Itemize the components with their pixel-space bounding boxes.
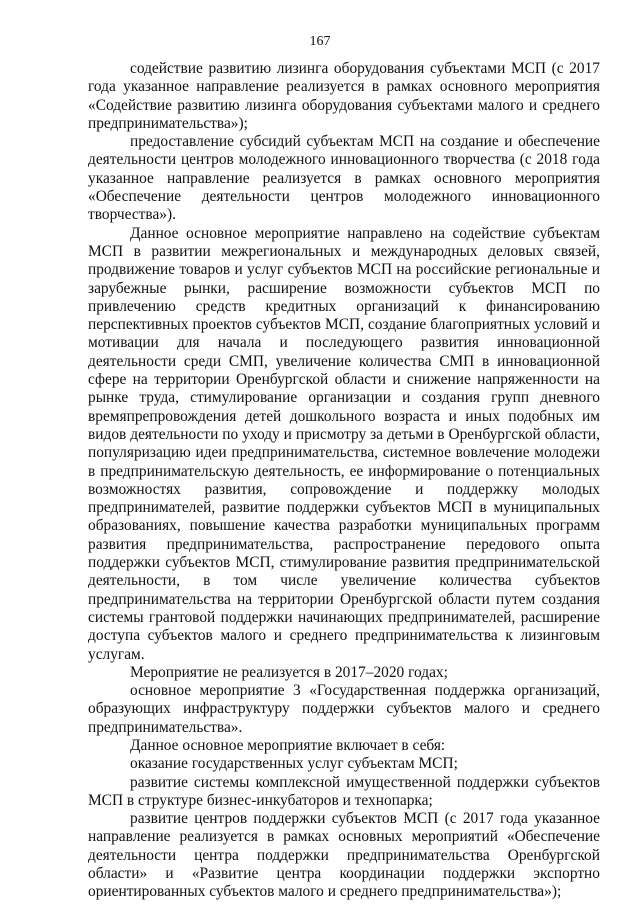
page-number: 167 [309, 34, 331, 49]
paragraph-main-description: Данное основное мероприятие направлено на содействие субъектам МСП в развитии межрегиональных и международных деловых связей, продвижение товаров и услуг субъектов МСП на российские региональные и зарубежные рынки, расширение возможности субъектов МСП по привлечению средств кредитных организаций к финансированию перспективных проектов субъектов МСП, создание благоприятных условий и мотивации для начала и последующего развития инновационной деятельности среди СМП, увеличение количества СМП в инновационной сфере на территории Оренбургской области и снижение напряженности на рынке труда, стимулирование организации и создания групп дневного времяпрепровождения детей дошкольного возраста и иных подобных им видов деятельности по уходу и присмотру за детьми в Оренбургской области, популяризацию идеи предпринимательства, системное вовлечение молодежи в предпринимательскую деятельность, ее информирование о потенциальных возможностях развития, сопровождение и поддержку молодых предпринимателей, развитие поддержки субъектов МСП в муниципальных образованиях, повышение качества разработки муниципальных программ развития предпринимательства, распространение передового опыта поддержки субъектов МСП, стимулирование развития предпринимательской деятельности, в том числе увеличение количества субъектов предпринимательства на территории Оренбургской области путем создания системы грантовой поддержки начинающих предпринимателей, расширение доступа субъектов малого и среднего предпринимательства к лизинговым услугам. [88, 224, 600, 663]
paragraph-includes: Данное основное мероприятие включает в себя: [130, 736, 446, 754]
paragraph-leasing: содействие развитию лизинга оборудования субъектами МСП (с 2017 года указанное направление реализуется в рамках основного мероприятия «Содействие развитию лизинга оборудования субъектами малого и среднего предпринимательства»); [88, 60, 600, 132]
document-body [88, 60, 600, 902]
paragraph-not-implemented: Мероприятие не реализуется в 2017–2020 годах; [130, 663, 448, 681]
paragraph-support-centers: развитие центров поддержки субъектов МСП (с 2017 года указанное направление реализуется в рамках основных мероприятий «Обеспечение деятельности центра поддержки предпринимательства Оренбургской области» и «Развитие центра координации поддержки экспортно ориентированных субъектов малого и среднего предпринимательства»); [88, 810, 600, 901]
paragraph-main-activity-3: основное мероприятие 3 «Государственная поддержка организаций, образующих инфраструктуру поддержки субъектов малого и среднего предпринимательства». [88, 682, 600, 736]
paragraph-state-services: оказание государственных услуг субъектам МСП; [130, 755, 458, 773]
paragraph-property-support: развитие системы комплексной имущественной поддержки субъектов МСП в структуре бизнес-инкубаторов и технопарка; [88, 773, 600, 809]
paragraph-youth-centers: предоставление субсидий субъектам МСП на создание и обеспечение деятельности центров молодежного инновационного творчества (с 2018 года указанное направление реализуется в рамках основного мероприятия «Обеспечение деятельности центров молодежного инновационного творчества»). [88, 133, 600, 224]
